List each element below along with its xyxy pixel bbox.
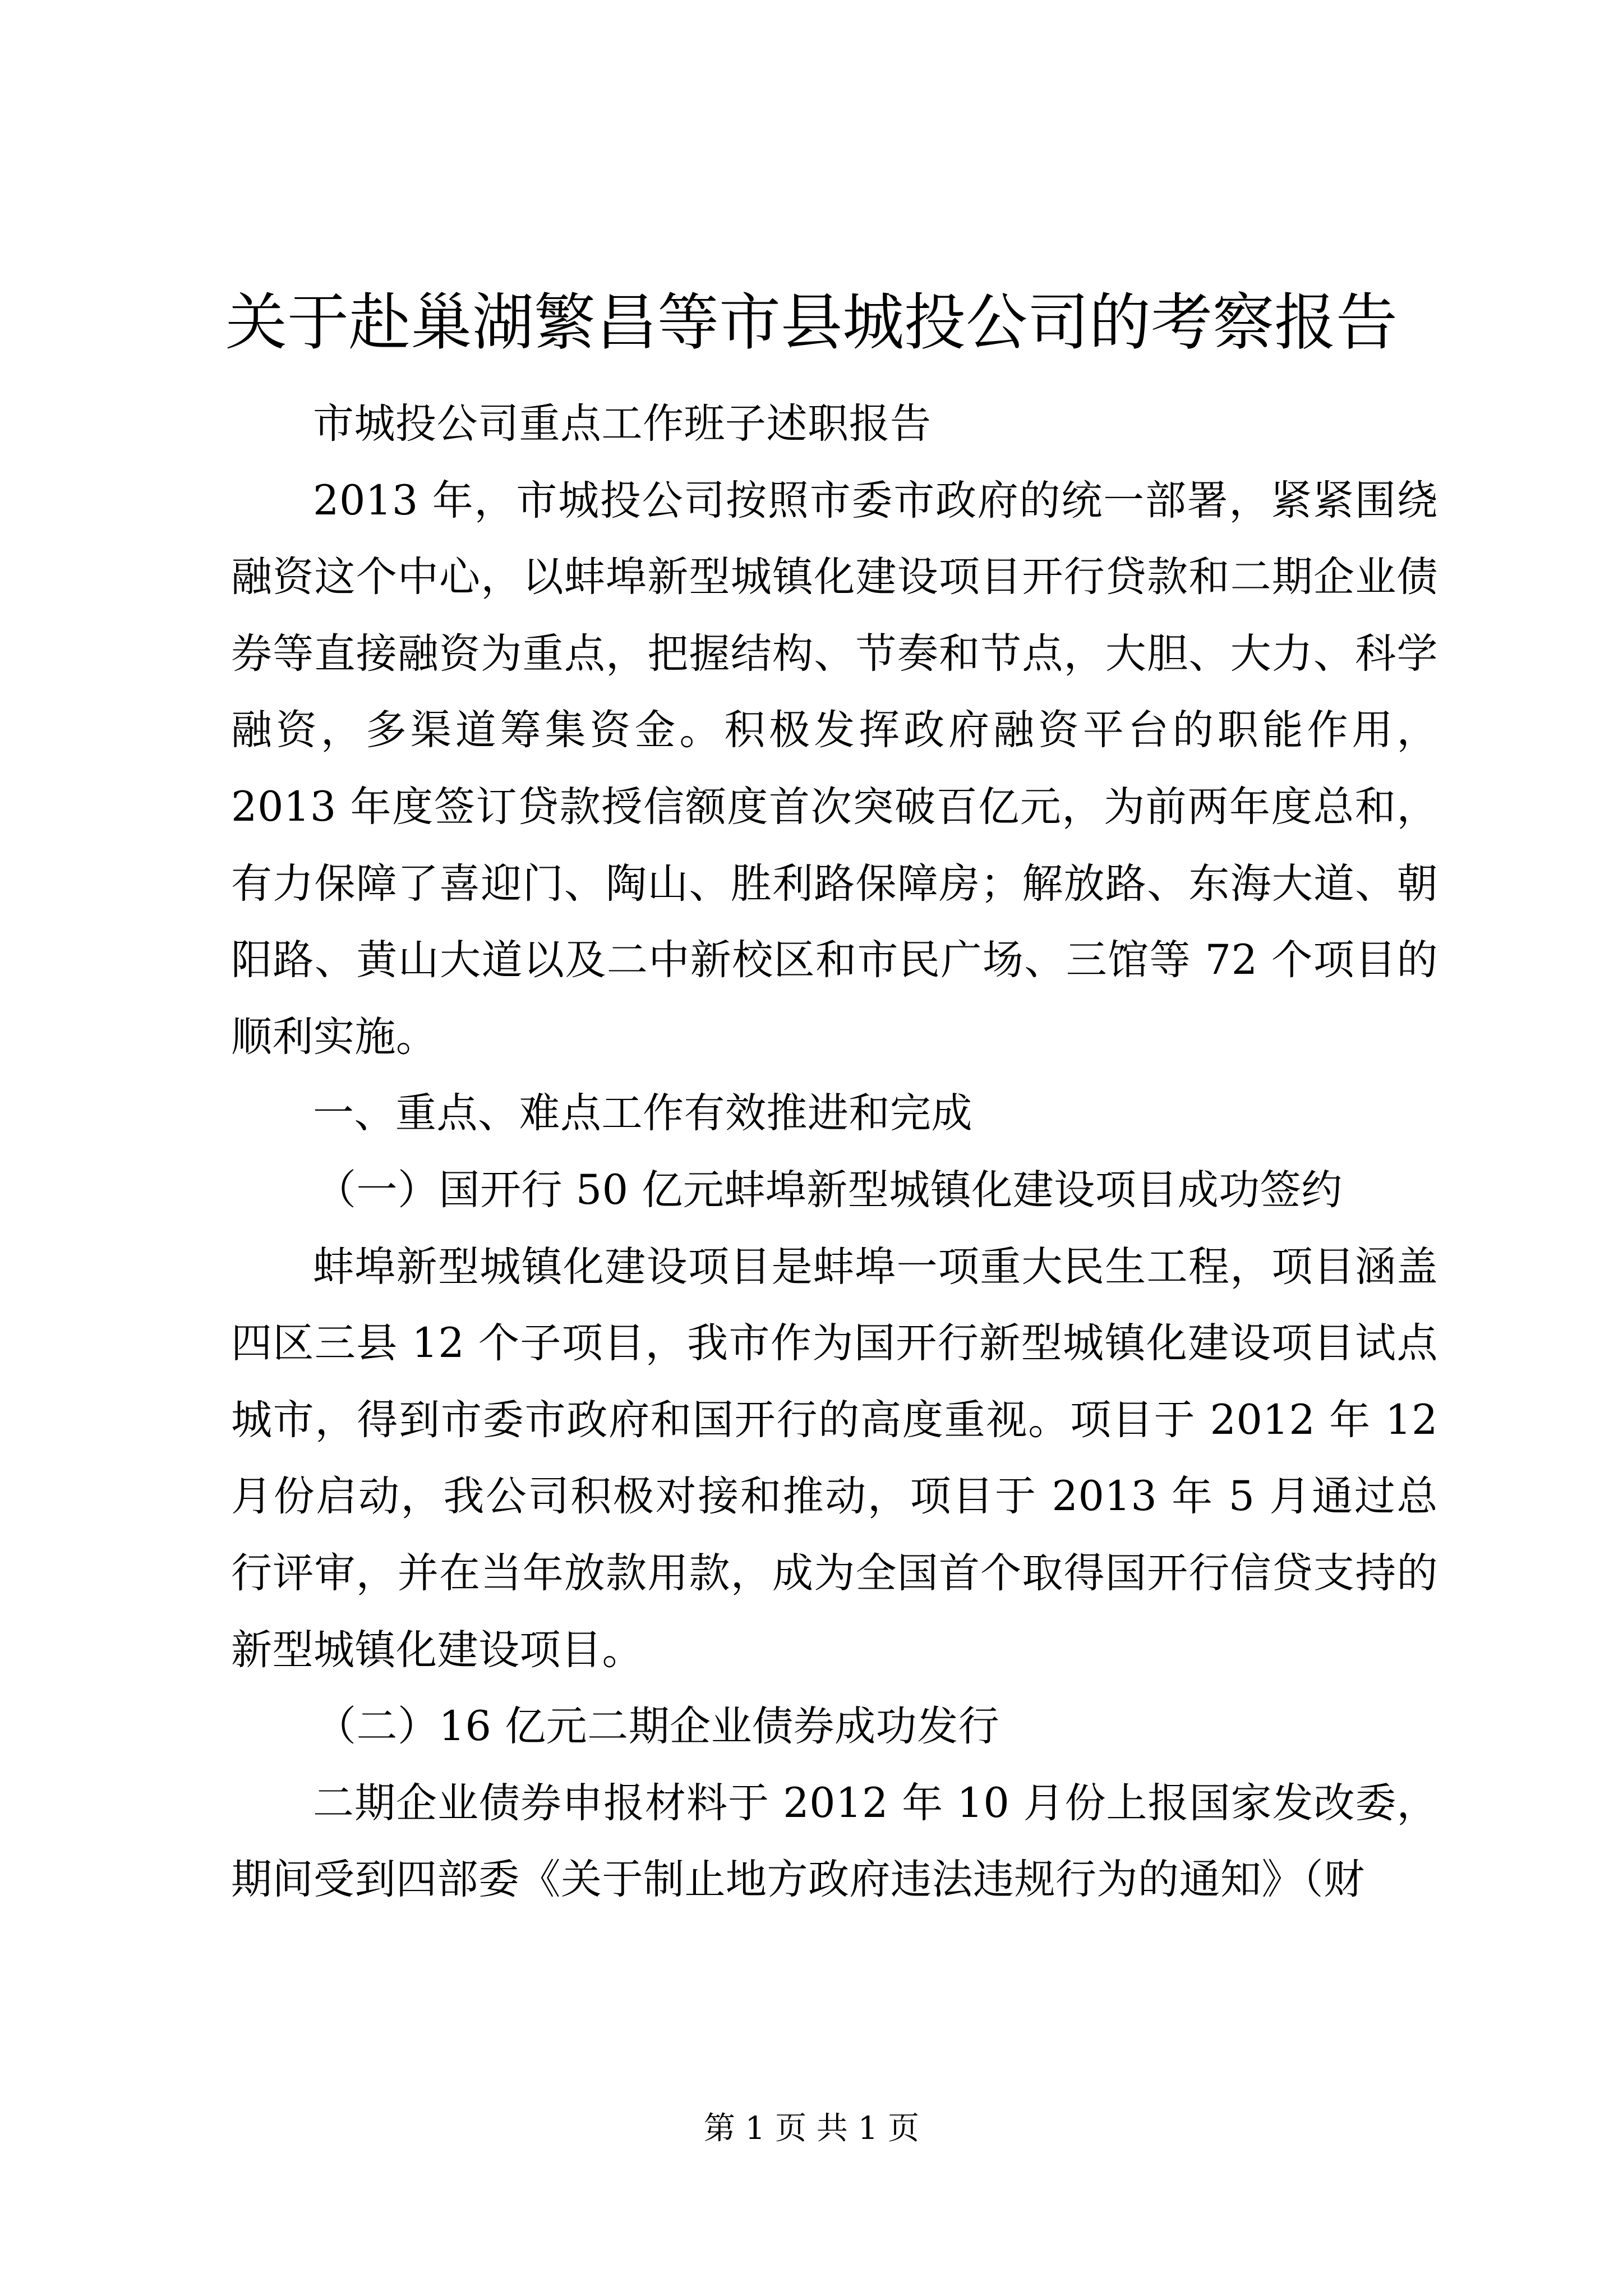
paragraph-bond: 二期企业债券申报材料于 2012 年 10 月份上报国家发改委，期间受到四部委《关于制止地方政府违法违规行为的通知》（财 bbox=[231, 1779, 1438, 1904]
document-title: 关于赴巢湖繁昌等市县城投公司的考察报告 bbox=[225, 287, 1398, 358]
paragraph-intro: 2013 年，市城投公司按照市委市政府的统一部署，紧紧围绕融资这个中心，以蚌埠新型城镇化建设项目开行贷款和二期企业债券等直接融资为重点，把握结构、节奏和节点，大胆、大力、科学融资，多渠道筹集资金。积极发挥政府融资平台的职能作用，2013 年度签订贷款授信额度首次突破百亿元，为前两年度总和，有力保障了喜迎门、陶山、胜利路保障房；解放路、东海大道、朝阳路、黄山大道以及二中新校区和市民广场、三馆等 72 个项目的顺利实施。 bbox=[231, 476, 1438, 1061]
section-heading-1: 一、重点、难点工作有效推进和完成 bbox=[313, 1089, 972, 1138]
page-number-footer: 第 1 页 共 1 页 bbox=[703, 2110, 920, 2147]
subsection-heading-2: （二）16 亿元二期企业债券成功发行 bbox=[315, 1703, 1000, 1751]
document-body bbox=[231, 386, 1438, 1918]
paragraph-project: 蚌埠新型城镇化建设项目是蚌埠一项重大民生工程，项目涵盖四区三县 12 个子项目，我市作为国开行新型城镇化建设项目试点城市，得到市委市政府和国开行的高度重视。项目于 2012 年 12 月份启动，我公司积极对接和推动，项目于 2013 年 5 月通过总行评审，并在当年放款用款，成为全国首个取得国开行信贷支持的新型城镇化建设项目。 bbox=[231, 1243, 1438, 1674]
paragraph-subtitle: 市城投公司重点工作班子述职报告 bbox=[313, 400, 932, 448]
subsection-heading-1: （一）国开行 50 亿元蚌埠新型城镇化建设项目成功签约 bbox=[315, 1166, 1343, 1214]
